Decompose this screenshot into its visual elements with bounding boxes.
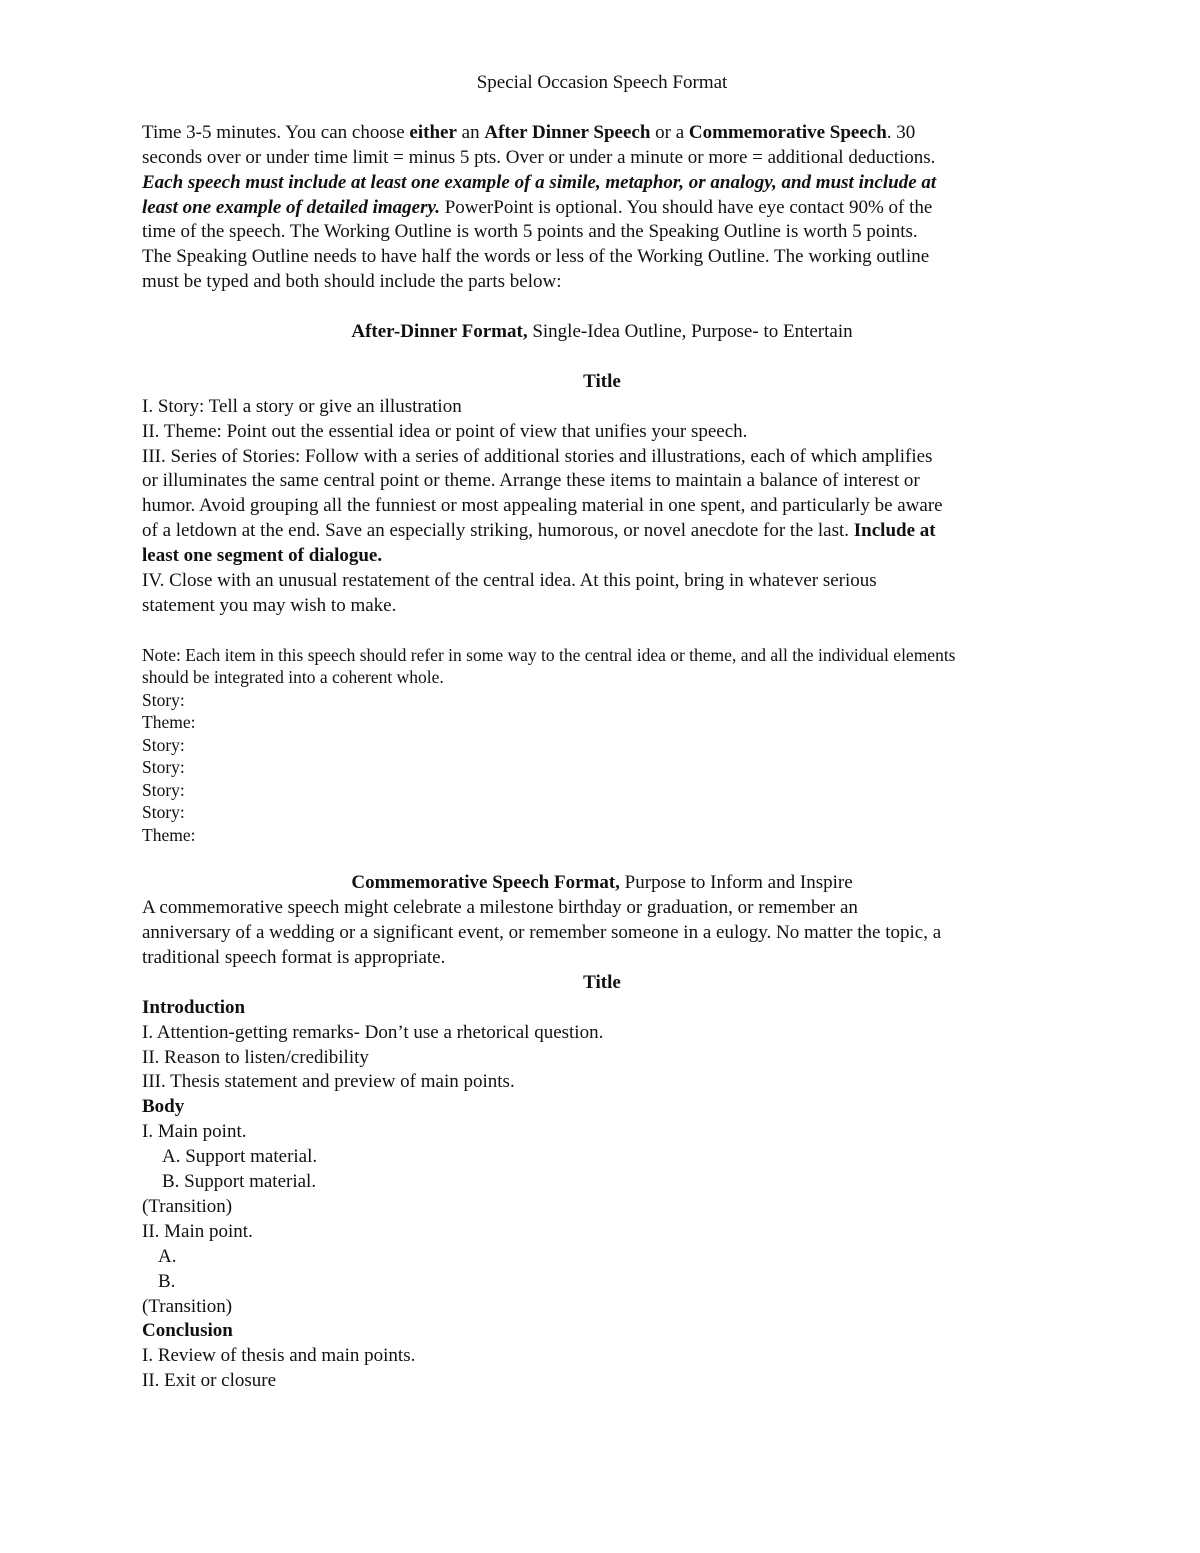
outline-item: III. Series of Stories: Follow with a series of additional stories and illustrations, each of which amplifies — [142, 445, 933, 467]
sequence-item: Story: — [142, 779, 185, 800]
outline-item: II. Reason to listen/credibility — [142, 1046, 369, 1068]
outline-item: IV. Close with an unusual restatement of the central idea. At this point, bring in whatever serious — [142, 570, 877, 592]
after-dinner-title: Title — [583, 370, 621, 392]
outline-item: I. Review of thesis and main points. — [142, 1345, 416, 1367]
section-heading-conclusion: Conclusion — [142, 1320, 233, 1342]
sequence-item: Story: — [142, 802, 185, 823]
after-dinner-heading — [142, 320, 1062, 345]
intro-text: Time 3-5 minutes. You can choose — [142, 121, 410, 143]
sequence-item: Story: — [142, 734, 185, 755]
intro-text: or a — [650, 121, 689, 143]
transition-label: (Transition) — [142, 1195, 233, 1217]
intro-line: must be typed and both should include the parts below: — [142, 271, 562, 293]
section-heading-body: Body — [142, 1096, 185, 1118]
note-line: Note: Each item in this speech should refer in some way to the central idea or theme, and all the individual elements — [142, 644, 956, 665]
commemorative-description — [142, 896, 1062, 971]
after-dinner-heading-rest: Single-Idea Outline, Purpose- to Entertain — [527, 321, 853, 343]
outline-item: or illuminates the same central point or theme. Arrange these items to maintain a balance of interest or — [142, 470, 920, 492]
after-dinner-note — [142, 644, 1062, 847]
after-dinner-outline — [142, 395, 1062, 619]
intro-requirement: least one example of detailed imagery. — [142, 196, 440, 218]
commemorative-title: Title — [583, 971, 621, 993]
sequence-item: Theme: — [142, 712, 196, 733]
outline-item: III. Thesis statement and preview of main points. — [142, 1071, 515, 1093]
outline-item: I. Story: Tell a story or give an illustration — [142, 395, 462, 417]
intro-bold-either: either — [409, 121, 457, 143]
intro-text: PowerPoint is optional. You should have eye contact 90% of the — [439, 196, 933, 218]
document-content — [142, 71, 1062, 1394]
intro-bold-commemorative: Commemorative Speech — [688, 121, 887, 143]
description-line: anniversary of a wedding or a significant event, or remember someone in a eulogy. No matter the topic, a — [142, 921, 942, 943]
sequence-item: Theme: — [142, 824, 196, 845]
outline-item-bold: Include at — [853, 520, 936, 542]
outline-subitem: A. Support material. — [162, 1146, 318, 1168]
intro-text: an — [456, 121, 485, 143]
outline-item: II. Theme: Point out the essential idea or point of view that unifies your speech. — [142, 420, 748, 442]
outline-subitem: B. Support material. — [162, 1171, 317, 1193]
intro-bold-after-dinner: After Dinner Speech — [484, 121, 651, 143]
outline-subitem: B. — [158, 1270, 176, 1292]
commemorative-heading-rest: Purpose to Inform and Inspire — [619, 872, 853, 894]
outline-item-bold: least one segment of dialogue. — [142, 545, 383, 567]
intro-paragraph — [142, 121, 1062, 295]
intro-requirement: Each speech must include at least one example of a simile, metaphor, or analogy, and must include at — [142, 171, 937, 193]
outline-subitem: A. — [158, 1245, 177, 1267]
outline-item: humor. Avoid grouping all the funniest or most appealing material in one spent, and particularly be aware — [142, 495, 943, 517]
sequence-item: Story: — [142, 757, 185, 778]
commemorative-heading-bold: Commemorative Speech Format, — [351, 872, 620, 894]
sequence-item: Story: — [142, 689, 185, 710]
outline-item: I. Main point. — [142, 1121, 247, 1143]
note-line: should be integrated into a coherent whole. — [142, 667, 444, 688]
outline-item: II. Main point. — [142, 1220, 253, 1242]
page-title: Special Occasion Speech Format — [476, 72, 728, 93]
after-dinner-heading-bold: After-Dinner Format, — [351, 321, 528, 343]
outline-item: I. Attention-getting remarks- Don’t use a rhetorical question. — [142, 1021, 604, 1043]
commemorative-heading — [142, 871, 1062, 896]
outline-item: II. Exit or closure — [142, 1370, 277, 1392]
section-heading-introduction: Introduction — [142, 996, 246, 1018]
outline-item: of a letdown at the end. Save an especially striking, humorous, or novel anecdote for the last. — [142, 520, 854, 542]
description-line: A commemorative speech might celebrate a milestone birthday or graduation, or remember an — [142, 897, 858, 919]
transition-label: (Transition) — [142, 1295, 233, 1317]
commemorative-outline — [142, 996, 1062, 1395]
intro-line: seconds over or under time limit = minus 5 pts. Over or under a minute or more = additional deductions. — [142, 146, 936, 168]
intro-line: time of the speech. The Working Outline is worth 5 points and the Speaking Outline is worth 5 points. — [142, 221, 918, 243]
intro-line: The Speaking Outline needs to have half the words or less of the Working Outline. The working outline — [142, 246, 930, 268]
intro-text: . 30 — [886, 121, 916, 143]
outline-item: statement you may wish to make. — [142, 594, 397, 616]
description-line: traditional speech format is appropriate. — [142, 946, 446, 968]
